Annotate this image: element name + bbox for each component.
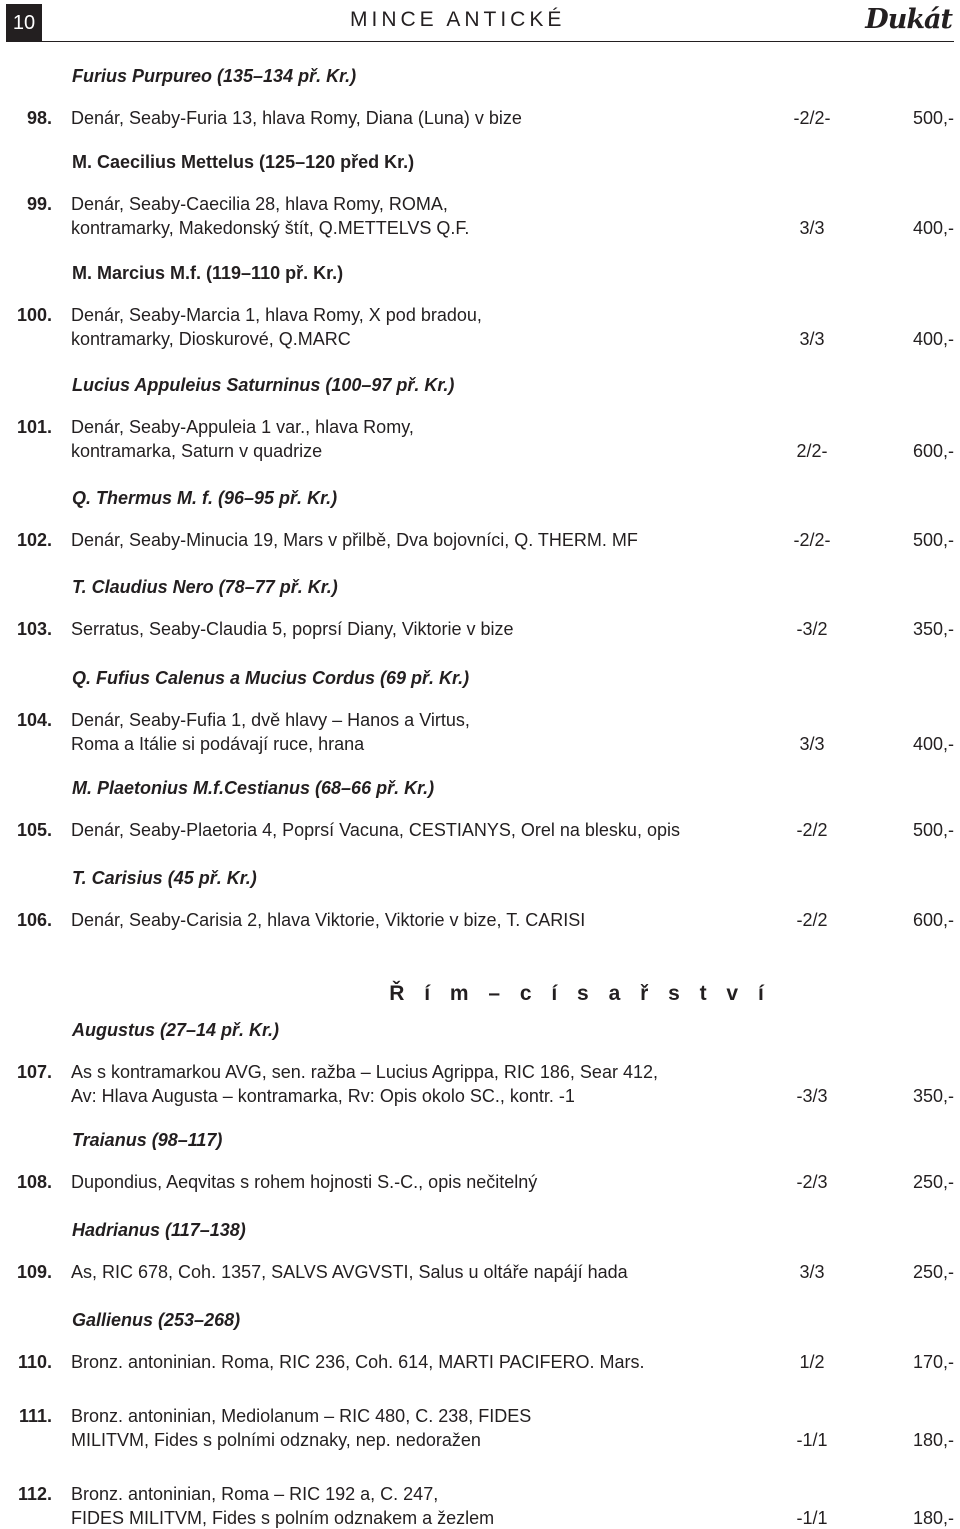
item-number: 112. [17, 1484, 52, 1504]
item-number: 100. [16, 305, 52, 325]
item-number: 106. [16, 910, 52, 930]
item-price: 600,- [912, 910, 954, 930]
header-title: MINCE ANTICKÉ [350, 8, 566, 31]
item-number: 101. [16, 417, 52, 437]
item-number: 98. [26, 108, 52, 128]
item-number: 105. [16, 820, 52, 840]
item-price: 400,- [912, 734, 954, 754]
item-grade: -1/1 [796, 1508, 828, 1528]
item-number: 99. [26, 194, 52, 214]
item-description-line: FIDES MILITVM, Fides s polním odznakem a žezlem [71, 1508, 495, 1528]
item-description-line: kontramarky, Makedonský štít, Q.METTELVS Q.F. [71, 218, 470, 238]
item-description-line: Denár, Seaby-Fufia 1, dvě hlavy – Hanos a Virtus, [71, 710, 470, 730]
item-description-line: Denár, Seaby-Marcia 1, hlava Romy, X pod bradou, [71, 305, 482, 325]
item-number: 108. [16, 1172, 52, 1192]
section-title-rim-cisarstvi: Ř í m – c í s a ř s t v í [389, 982, 771, 1005]
item-price: 600,- [912, 441, 954, 461]
item-price: 350,- [912, 1086, 954, 1106]
item-grade: -2/2- [793, 108, 831, 128]
header-rule [42, 41, 954, 42]
item-price: 180,- [912, 1508, 954, 1528]
item-description-line: Denár, Seaby-Appuleia 1 var., hlava Romy, [71, 417, 414, 437]
item-number: 109. [16, 1262, 52, 1282]
item-description-line: kontramarka, Saturn v quadrize [71, 441, 323, 461]
item-grade: -3/2 [796, 619, 828, 639]
item-description-line: As, RIC 678, Coh. 1357, SALVS AVGVSTI, Salus u oltáře napájí hada [71, 1262, 628, 1282]
item-grade: 1/2 [799, 1352, 825, 1372]
item-description-line: Av: Hlava Augusta – kontramarka, Rv: Opis okolo SC., kontr. -1 [71, 1086, 575, 1106]
item-description-line: Bronz. antoninian. Roma, RIC 236, Coh. 614, MARTI PACIFERO. Mars. [71, 1352, 645, 1372]
item-price: 500,- [912, 108, 954, 128]
group-heading: Augustus (27–14 př. Kr.) [72, 1020, 280, 1040]
item-grade: 2/2- [796, 441, 828, 461]
item-price: 400,- [912, 329, 954, 349]
item-price: 500,- [912, 820, 954, 840]
item-description-line: Denár, Seaby-Minucia 19, Mars v přilbě, Dva bojovníci, Q. THERM. MF [71, 530, 638, 550]
group-heading: T. Claudius Nero (78–77 př. Kr.) [72, 577, 338, 597]
item-grade: 3/3 [799, 218, 825, 238]
item-description-line: Denár, Seaby-Furia 13, hlava Romy, Diana (Luna) v bize [71, 108, 522, 128]
group-heading: M. Caecilius Mettelus (125–120 před Kr.) [72, 152, 415, 172]
item-description-line: Bronz. antoninian, Mediolanum – RIC 480, C. 238, FIDES [71, 1406, 532, 1426]
item-price: 250,- [912, 1262, 954, 1282]
group-heading: Hadrianus (117–138) [72, 1220, 246, 1240]
item-description-line: Dupondius, Aeqvitas s rohem hojnosti S.-C., opis nečitelný [71, 1172, 538, 1192]
item-description-line: MILITVM, Fides s polními odznaky, nep. nedoražen [71, 1430, 481, 1450]
item-grade: -2/2 [796, 910, 828, 930]
item-grade: -2/3 [796, 1172, 828, 1192]
item-description-line: Bronz. antoninian, Roma – RIC 192 a, C. 247, [71, 1484, 439, 1504]
item-grade: 3/3 [799, 734, 825, 754]
group-heading: M. Marcius M.f. (119–110 př. Kr.) [72, 263, 344, 283]
group-heading: Traianus (98–117) [72, 1130, 223, 1150]
item-price: 170,- [912, 1352, 954, 1372]
item-description-line: Denár, Seaby-Caecilia 28, hlava Romy, ROMA, [71, 194, 448, 214]
page-number: 10 [6, 4, 42, 42]
item-number: 111. [18, 1406, 52, 1426]
item-price: 180,- [912, 1430, 954, 1450]
item-price: 400,- [912, 218, 954, 238]
item-number: 107. [16, 1062, 52, 1082]
group-heading: T. Carisius (45 př. Kr.) [72, 868, 257, 888]
item-description-line: As s kontramarkou AVG, sen. ražba – Lucius Agrippa, RIC 186, Sear 412, [71, 1062, 658, 1082]
item-price: 500,- [912, 530, 954, 550]
group-heading: Furius Purpureo (135–134 př. Kr.) [72, 66, 357, 86]
item-number: 102. [16, 530, 52, 550]
item-price: 250,- [912, 1172, 954, 1192]
item-number: 104. [16, 710, 52, 730]
group-heading: Lucius Appuleius Saturninus (100–97 př. Kr.) [72, 375, 455, 395]
item-number: 103. [16, 619, 52, 639]
item-grade: -1/1 [796, 1430, 828, 1450]
group-heading: Q. Thermus M. f. (96–95 př. Kr.) [72, 488, 338, 508]
item-description-line: Denár, Seaby-Plaetoria 4, Poprsí Vacuna, CESTIANYS, Orel na blesku, opis [71, 820, 680, 840]
item-description-line: Roma a Itálie si podávají ruce, hrana [71, 734, 365, 754]
item-description-line: kontramarky, Dioskurové, Q.MARC [71, 329, 351, 349]
item-number: 110. [17, 1352, 52, 1372]
item-price: 350,- [912, 619, 954, 639]
item-grade: -2/2- [793, 530, 831, 550]
item-grade: 3/3 [799, 329, 825, 349]
item-grade: -3/3 [796, 1086, 828, 1106]
group-heading: Q. Fufius Calenus a Mucius Cordus (69 př. Kr.) [72, 668, 470, 688]
item-description-line: Denár, Seaby-Carisia 2, hlava Viktorie, Viktorie v bize, T. CARISI [71, 910, 586, 930]
item-grade: -2/2 [796, 820, 828, 840]
dukat-logo: Dukát [865, 4, 952, 35]
group-heading: M. Plaetonius M.f.Cestianus (68–66 př. Kr.) [72, 778, 435, 798]
item-grade: 3/3 [799, 1262, 825, 1282]
group-heading: Gallienus (253–268) [72, 1310, 241, 1330]
item-description-line: Serratus, Seaby-Claudia 5, poprsí Diany, Viktorie v bize [71, 619, 514, 639]
